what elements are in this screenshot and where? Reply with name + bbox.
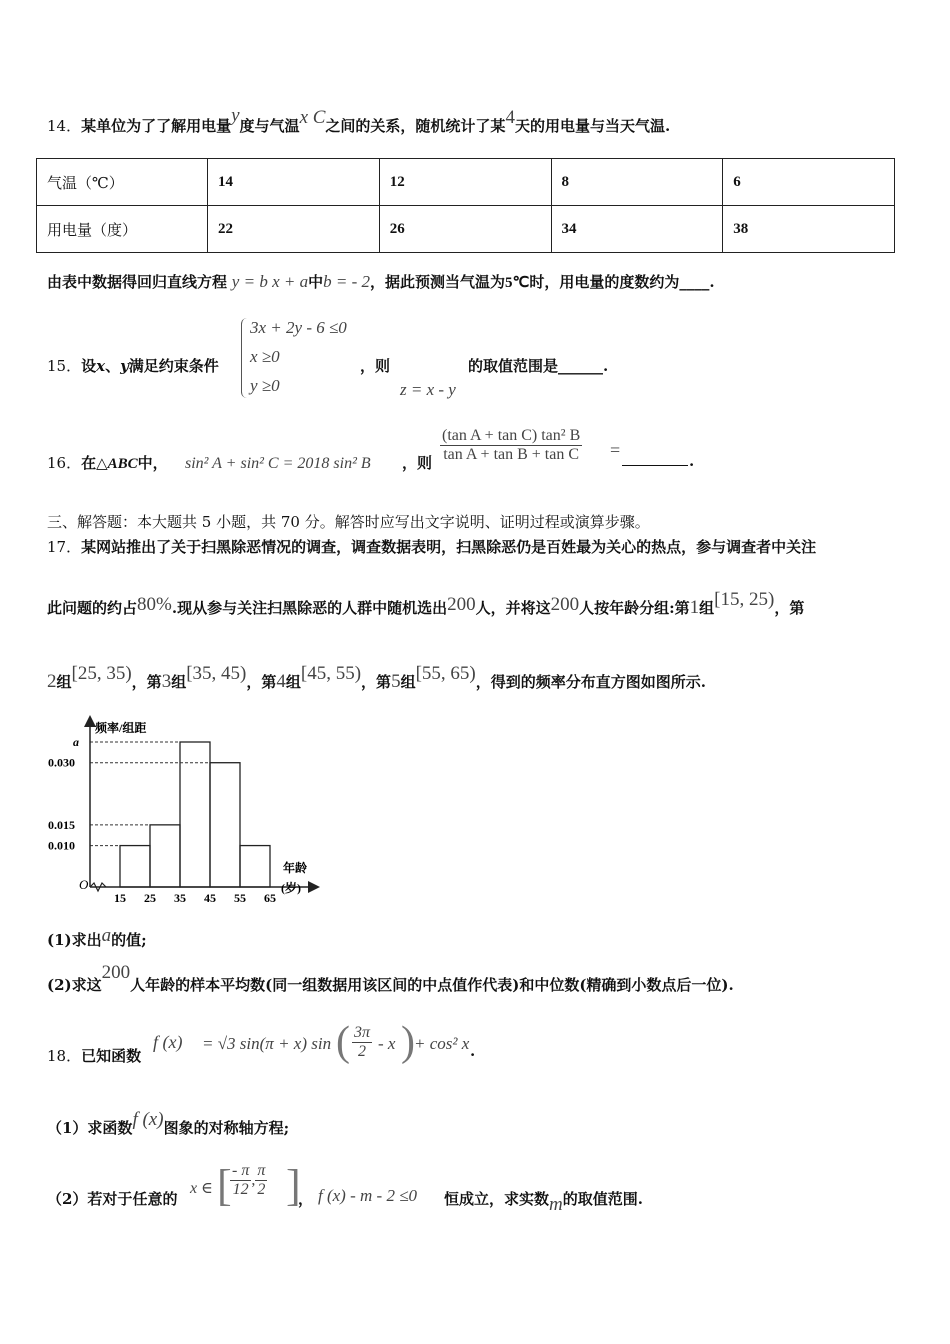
q14-regression-line: 由表中数据得回归直线方程 y = b x + a中b = - 2，据此预测当气温为5℃时，用电量的度数约为____.: [47, 272, 715, 291]
table-cell-label: 气温（℃）: [37, 159, 208, 206]
q17-part2: (2)求这200人年龄的样本平均数(同一组数据用该区间的中点值作代表)和中位数(精确到小数点后一位).: [47, 962, 734, 994]
q16-condition: sin² A + sin² C = 2018 sin² B: [185, 455, 371, 472]
x-tick-label: 65: [264, 891, 276, 902]
x-axis-label: 年龄: [283, 861, 308, 875]
q15-z: z = x - y: [400, 380, 456, 399]
q18-paren-right: ): [401, 1019, 415, 1065]
bracket-left: [: [217, 1161, 232, 1210]
q18-part2-x: x ∈: [190, 1180, 213, 1197]
q18-part2-ineq: f (x) - m - 2 ≤0: [318, 1186, 418, 1205]
table-cell: 6: [723, 159, 895, 206]
x-tick-label: 55: [234, 891, 246, 902]
q18-part2-comma: ，: [298, 1190, 314, 1208]
q16-equals: =: [610, 440, 621, 460]
table-cell: 14: [208, 159, 380, 206]
histogram-bar: [180, 742, 210, 887]
chart-title: 频率/组距: [95, 721, 147, 735]
q17-part1: (1)求出a的值;: [47, 925, 147, 949]
bracket-right: ]: [286, 1161, 301, 1210]
data-table: [36, 158, 895, 253]
q18-minus-x: - x: [378, 1034, 396, 1053]
q16-line: 16．在△ABC中，: [47, 454, 168, 472]
q18-eq: = √3 sin(π + x) sin: [202, 1034, 332, 1053]
y-tick-label: 0.010: [48, 838, 75, 853]
table-cell: 26: [379, 206, 551, 253]
histogram-bar: [150, 825, 180, 887]
q16-blank: [622, 465, 688, 466]
q15-range-text: 的取值范围是______.: [468, 357, 609, 375]
table-cell-label: 用电量（度）: [37, 206, 208, 253]
constraint-1: 3x + 2y - 6 ≤0: [250, 318, 347, 337]
q18-fx: f (x): [153, 1032, 183, 1052]
y-tick-label: 0.015: [48, 817, 75, 832]
q16-then: ，则: [402, 454, 433, 472]
y-tick-label: a: [73, 735, 79, 749]
table-cell: 38: [723, 206, 895, 253]
table-row: [37, 206, 895, 253]
x-tick-label: 35: [174, 891, 186, 902]
y-tick-label: 0.030: [48, 755, 75, 770]
q18-tail: + cos² x: [414, 1034, 470, 1053]
histogram-bar: [120, 846, 150, 887]
origin-label: O: [79, 877, 89, 892]
table-cell: 34: [551, 206, 723, 253]
q18-fraction: $\frac{3\pi}{2}$: [354, 1024, 371, 1060]
q17-line2: 此问题的约占80%.现从参与关注扫黑除恶的人群中随机选出200人，并将这200人按年龄分组:第1组[15, 25)，第: [47, 589, 805, 618]
q18-part2: （2）若对于任意的: [47, 1190, 178, 1208]
q14-line: 14．某单位为了了解用电量y度与气温x C之间的关系，随机统计了某4天的用电量与当天气温.: [47, 105, 671, 135]
q17-line1: 17．某网站推出了关于扫黑除恶情况的调查，调查数据表明，扫黑除恶仍是百姓最为关心的热点，参与调查者中关注: [47, 538, 817, 556]
q16-fraction: $\frac{\text{(tan A + tan C) tan² B}}{\text{tan A + tan B + tan C}}$: [442, 427, 581, 463]
table-cell: 8: [551, 159, 723, 206]
constraint-3: y ≥0: [250, 376, 280, 395]
table-row: [37, 159, 895, 206]
q18-paren-left: (: [336, 1019, 350, 1065]
x-tick-label: 25: [144, 891, 156, 902]
q18-part1: （1）求函数f (x)图象的对称轴方程;: [47, 1109, 290, 1137]
frequency-histogram: [45, 712, 325, 902]
q16-end: .: [689, 452, 695, 470]
q18-line: 18．已知函数: [47, 1047, 142, 1065]
histogram-bar: [210, 763, 240, 887]
x-tick-label: 45: [204, 891, 216, 902]
histogram-bar: [240, 846, 270, 887]
table-cell: 22: [208, 206, 380, 253]
x-tick-label: 15: [114, 891, 126, 902]
constraint-2: x ≥0: [250, 347, 280, 366]
q15-then: ，则: [360, 357, 391, 375]
q18-interval: $\frac{- \pi}{12}$ , $\frac{\pi}{2}$: [232, 1162, 266, 1198]
x-axis-unit: (岁): [281, 881, 301, 895]
constraint-brace: [241, 318, 248, 398]
section-heading: 三、解答题：本大题共 5 小题，共 70 分。解答时应写出文字说明、证明过程或演算步骤。: [47, 513, 650, 531]
table-cell: 12: [379, 159, 551, 206]
q18-end: .: [470, 1042, 476, 1060]
q17-line3: 2组[25, 35)，第3组[35, 45)，第4组[45, 55)，第5组[55, 65)，得到的频率分布直方图如图所示.: [47, 663, 706, 692]
q18-part2-text: 恒成立，求实数m的取值范围.: [444, 1190, 643, 1215]
q15-line: 15．设x、y满足约束条件: [47, 357, 219, 375]
